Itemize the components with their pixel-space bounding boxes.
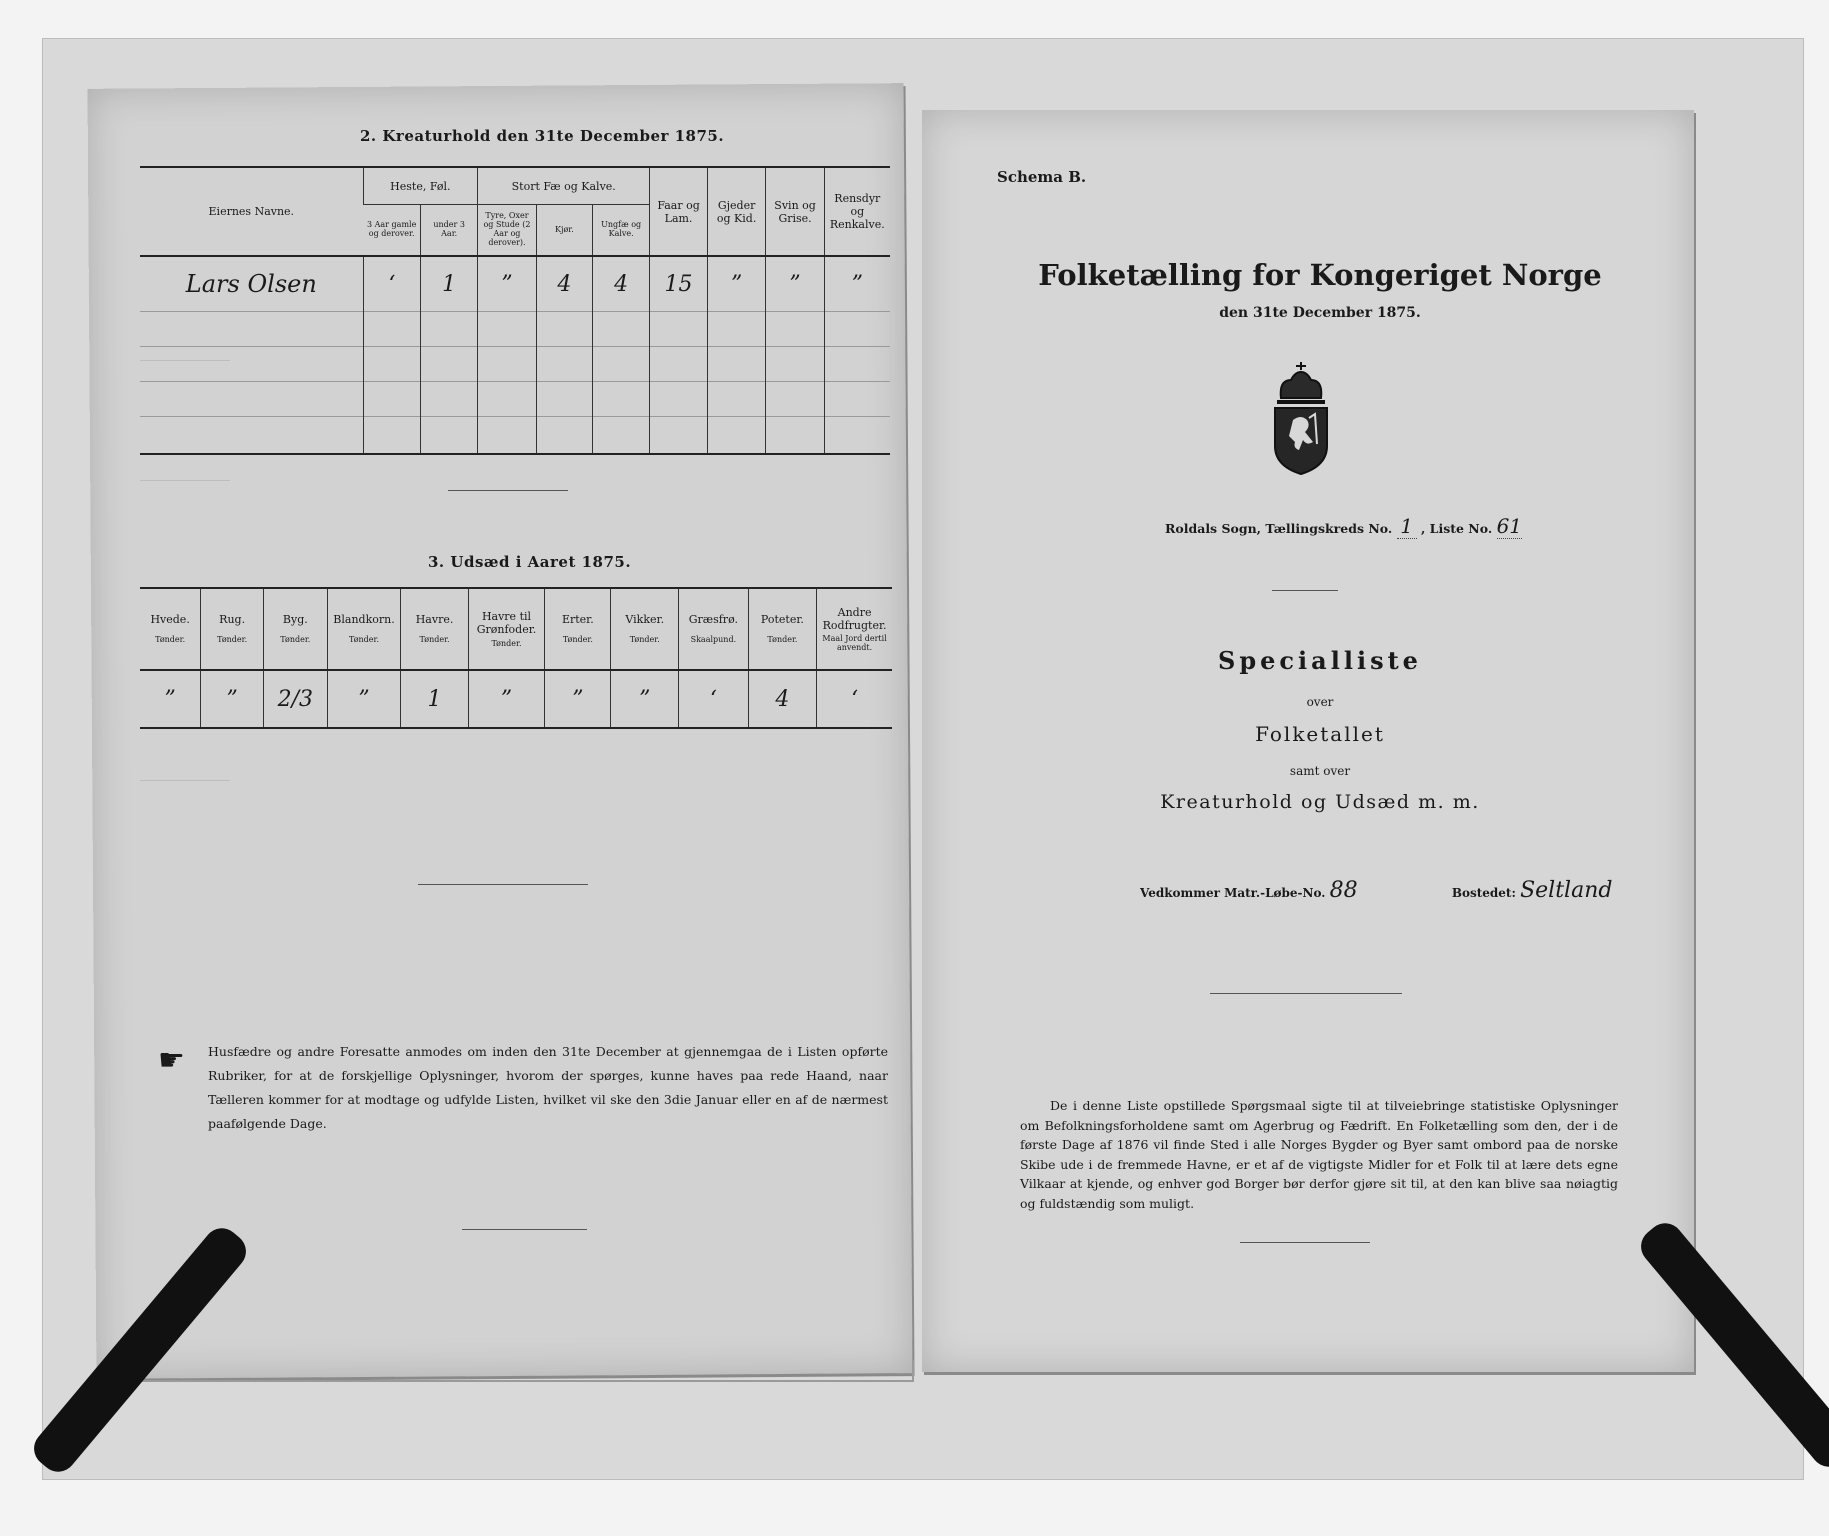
footer-text: De i denne Liste opstillede Spørgsmaal sigte til at tilveiebringe statistiske Oplysninger om Befolkningsforholdene samt om Agerbrug og Fædrift. En Folketælling som den, der i de første Dage af 1876 vil finde Sted i alle Norges Bygder og Byer samt ombord paa de norske Skibe ude i de fremmede Havne, er et af de vigtigste Midler for et Folk til at lære dets egne Vilkaar at kjende, og enhver god Borger bør derfor gjøre sit til, at den kan blive saa nøiagtig og fuldstændig som muligt. [1020,1098,1618,1211]
livestock-cell: 15 [650,256,707,312]
seed-cell: ʻ [817,670,892,728]
folketallet-label: Folketallet [1255,722,1385,746]
matr-line [1140,878,1612,903]
seed-col-header: Byg. Tønder. [263,588,327,670]
list-label: , Liste No. [1420,521,1493,536]
seed-cell: ” [468,670,545,728]
seed-table [140,587,892,729]
pointing-hand-icon: ☛ [158,1043,185,1078]
seed-cell: ” [545,670,611,728]
sub-horses-3yr: 3 Aar gamle og derover. [367,220,417,238]
page-stack-edge [100,1360,914,1382]
list-number: 61 [1496,514,1523,538]
matr-number: 88 [1329,878,1358,903]
specialliste-title: Specialliste [1218,646,1422,675]
seed-col-header: Blandkorn. Tønder. [327,588,401,670]
samt-over-label: samt over [1289,764,1351,778]
sub-horses-under-3yr: under 3 Aar. [421,205,478,257]
seed-cell: ” [611,670,679,728]
seed-cell: 1 [401,670,468,728]
owner-column-header: Eiernes Navne. [208,205,295,218]
seed-col-header: Græsfrø. Skaalpund. [679,588,749,670]
livestock-cell: ” [824,256,890,312]
table-row-empty [140,382,890,417]
kreaturhold-label: Kreaturhold og Udsæd m. m. [1160,791,1480,813]
margin-bleedthrough [140,780,230,781]
group-sheep-header: Faar og Lam. [650,167,707,256]
over-label: over [1306,695,1334,709]
separator-rule [1210,993,1402,994]
census-date: den 31te December 1875. [1219,305,1421,321]
livestock-cell: ” [766,256,824,312]
district-number: 1 [1397,514,1417,539]
coat-of-arms-icon [1265,358,1337,478]
location-line [1165,514,1522,539]
table-row-empty [140,417,890,455]
margin-bleedthrough [140,480,230,481]
livestock-cell: ” [707,256,766,312]
table-row [140,670,892,728]
livestock-cell: ʻ [363,256,421,312]
schema-label: Schema B. [997,168,1087,186]
livestock-cell: 4 [592,256,649,312]
seed-title: 3. Udsæd i Aaret 1875. [428,553,632,571]
seed-col-header: Hvede. Tønder. [150,613,190,645]
seed-col-header: Poteter. Tønder. [748,588,816,670]
district-label: Tællingskreds No. [1265,521,1393,536]
seed-col-header: Vikker. Tønder. [611,588,679,670]
separator-rule [448,490,568,491]
seed-cell: 4 [748,670,816,728]
parish-name: Roldals [1165,521,1218,536]
seed-cell: ” [164,686,176,712]
seed-col-header: Havre til Grønfoder. Tønder. [468,588,545,670]
sub-young-cattle: Ungfæ og Kalve. [592,205,649,257]
livestock-cell: 1 [421,256,478,312]
livestock-cell: ” [478,256,537,312]
page-title: Folketælling for Kongeriget Norge [1038,258,1602,292]
notice-text: Husfædre og andre Foresatte anmodes om inden den 31te December at gjennemgaa de i Listen opførte Rubriker, for at de forskjellige Oplysninger, hvorom der spørges, kunne haves paa rede Haand, naar Tælleren kommer for at modtage og udfylde Listen, hvilket vil ske den 3die Januar eller en af de nærmest paafølgende Dage. [208,1044,888,1131]
seed-header-row [140,588,892,670]
bosted-label: Bostedet: [1451,886,1516,900]
seed-cell: 2/3 [263,670,327,728]
group-goats-header: Gjeder og Kid. [707,167,766,256]
seed-col-header: Andre Rodfrugter. Maal Jord dertil anvendt. [817,588,892,670]
owner-name: Lars Olsen [185,270,317,298]
sub-cows: Kjør. [536,205,592,257]
group-horses-header: Heste, Føl. [363,167,478,205]
seed-cell: ” [327,670,401,728]
table-row-empty [140,312,890,347]
seed-col-header: Rug. Tønder. [201,588,264,670]
separator-rule [462,1229,587,1230]
separator-rule [1240,1242,1370,1243]
group-reindeer-header: Rensdyr og Renkalve. [824,167,890,256]
sogn-label: Sogn, [1221,521,1262,536]
group-pigs-header: Svin og Grise. [766,167,824,256]
seed-col-header: Havre. Tønder. [401,588,468,670]
matr-label: Vedkommer Matr.-Løbe-No. [1140,886,1326,900]
table-row-empty [140,347,890,382]
separator-rule [1272,590,1338,591]
separator-rule [418,884,588,885]
group-cattle-header: Stort Fæ og Kalve. [478,167,650,205]
livestock-table [140,166,890,455]
livestock-cell: 4 [536,256,592,312]
seed-cell: ʻ [679,670,749,728]
bosted-value: Seltland [1520,878,1613,903]
table-row [140,256,890,312]
seed-cell: ” [201,670,264,728]
livestock-title: 2. Kreaturhold den 31te December 1875. [360,127,725,145]
sub-bulls-oxen: Tyre, Oxer og Stude (2 Aar og derover). [478,205,537,257]
seed-col-header: Erter. Tønder. [545,588,611,670]
